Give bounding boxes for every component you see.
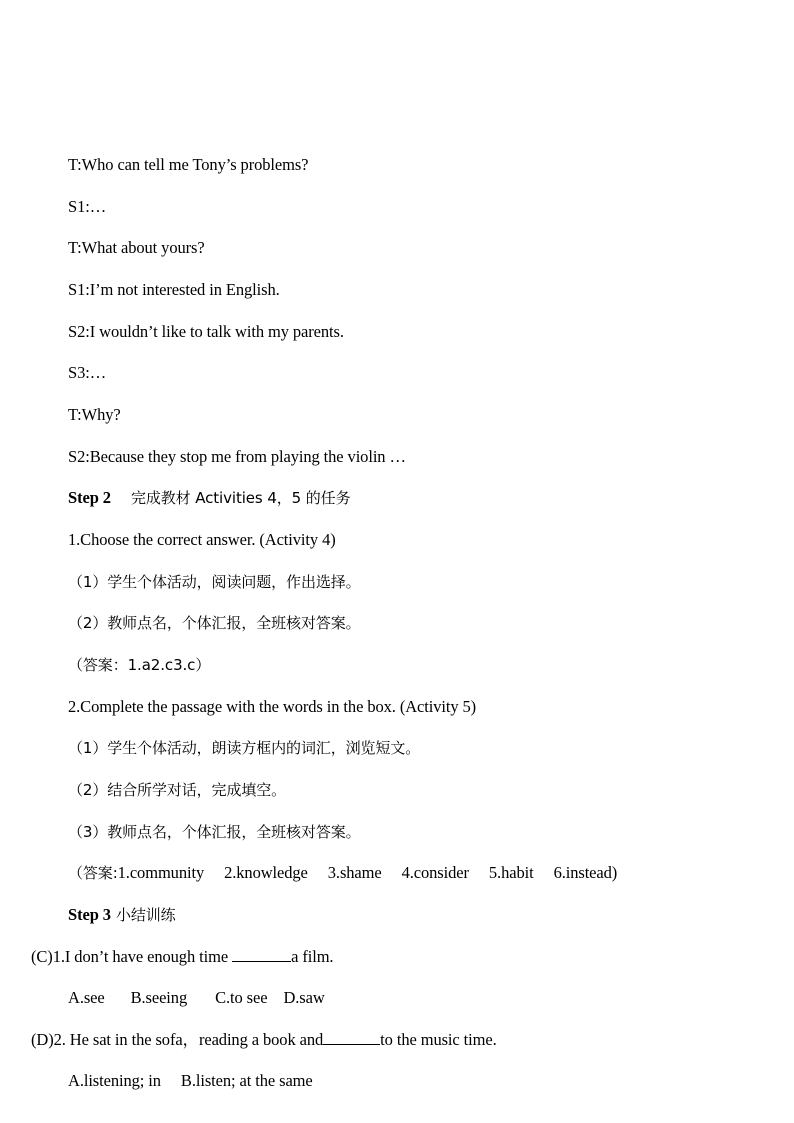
q1-option-a: A.see bbox=[68, 988, 105, 1007]
dialogue-line-2: S1:… bbox=[68, 197, 107, 216]
q2-option-a: A.listening; in bbox=[68, 1071, 161, 1090]
answer-1: 1.community bbox=[117, 863, 205, 882]
question-2-key: (D) bbox=[31, 1030, 54, 1049]
q2-option-b: B.listen; at the same bbox=[180, 1071, 313, 1090]
activity5-heading: 2.Complete the passage with the words in the box. (Activity 5) bbox=[68, 697, 477, 716]
dialogue-line-8: S2:Because they stop me from playing the violin … bbox=[68, 447, 406, 466]
step2-title: 完成教材 Activities 4，5 的任务 bbox=[130, 489, 351, 507]
question-2-text-before: 2. He sat in the sofa，reading a book and bbox=[53, 1030, 324, 1049]
answer-6: 6.instead) bbox=[553, 863, 618, 882]
answer-2: 2.knowledge bbox=[224, 863, 308, 882]
activity4-answer: （答案：1.a2.c3.c） bbox=[68, 656, 211, 674]
question-2-options bbox=[68, 1071, 313, 1091]
step3-title: 小结训练 bbox=[115, 906, 176, 924]
question-1-options bbox=[68, 988, 325, 1008]
q1-option-b: B.seeing bbox=[130, 988, 188, 1007]
dialogue-line-4: S1:I’m not interested in English. bbox=[68, 280, 280, 299]
question-1-text-after: a film. bbox=[291, 947, 334, 966]
step2-heading bbox=[68, 488, 350, 508]
step2-label: Step 2 bbox=[68, 488, 111, 507]
answer-prefix: （答案: bbox=[68, 864, 118, 882]
answer-5: 5.habit bbox=[488, 863, 534, 882]
dialogue-line-1: T:Who can tell me Tony’s problems? bbox=[68, 155, 309, 174]
activity5-item-3: （3）教师点名，个体汇报，全班核对答案。 bbox=[68, 823, 361, 841]
dialogue-line-7: T:Why? bbox=[68, 405, 121, 424]
activity5-item-1: （1）学生个体活动，朗读方框内的词汇，浏览短文。 bbox=[68, 739, 421, 757]
question-1-text-before: 1.I don’t have enough time bbox=[52, 947, 233, 966]
answer-3: 3.shame bbox=[327, 863, 382, 882]
activity4-heading: 1.Choose the correct answer. (Activity 4) bbox=[68, 530, 336, 549]
dialogue-line-3: T:What about yours? bbox=[68, 238, 205, 257]
q1-option-d: D.saw bbox=[283, 988, 325, 1007]
activity5-answer bbox=[68, 863, 617, 883]
activity4-item-2: （2）教师点名，个体汇报，全班核对答案。 bbox=[68, 614, 361, 632]
q1-option-c: C.to see bbox=[215, 988, 268, 1007]
question-2 bbox=[31, 1029, 497, 1050]
question-1-blank bbox=[232, 946, 291, 962]
step3-label: Step 3 bbox=[68, 905, 111, 924]
question-2-text-after: to the music time. bbox=[380, 1030, 497, 1049]
question-1-key: (C) bbox=[31, 947, 53, 966]
dialogue-line-5: S2:I wouldn’t like to talk with my parents. bbox=[68, 322, 344, 341]
activity4-item-1: （1）学生个体活动，阅读问题，作出选择。 bbox=[68, 573, 361, 591]
step3-heading bbox=[68, 905, 176, 925]
dialogue-line-6: S3:… bbox=[68, 363, 107, 382]
activity5-item-2: （2）结合所学对话，完成填空。 bbox=[68, 781, 287, 799]
answer-4: 4.consider bbox=[401, 863, 469, 882]
question-1 bbox=[31, 946, 333, 967]
question-2-blank bbox=[323, 1029, 380, 1045]
